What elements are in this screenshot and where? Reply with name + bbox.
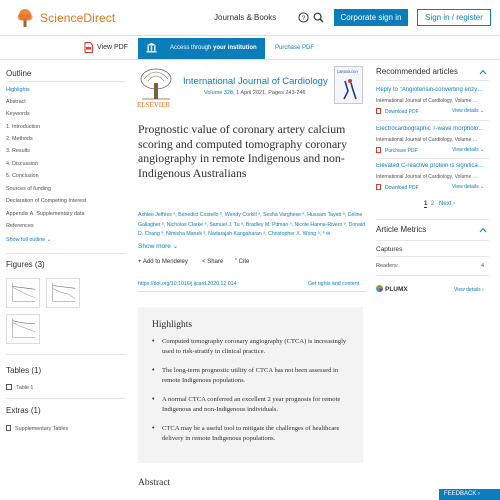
doi-link[interactable]: https://doi.org/10.1016/j.ijcard.2020.12.014	[138, 281, 237, 287]
cite-label: Cite	[238, 259, 250, 265]
chevron-right-icon: ›	[481, 287, 484, 293]
figures-title: Figures (3)	[6, 260, 45, 269]
chevron-down-icon: ⌄	[479, 147, 485, 153]
pdf-icon	[376, 108, 381, 114]
access-institution-label	[170, 45, 257, 51]
next-label: Next	[439, 201, 452, 207]
document-icon	[6, 425, 11, 431]
top-header	[0, 0, 500, 36]
highlight-item: A normal CTCA conferred an excellent 2 year prognosis for remote Indigenous and non-Indigenous individuals.	[162, 396, 341, 413]
divider	[6, 398, 126, 399]
share-button[interactable]	[202, 259, 223, 265]
article-title: Prognostic value of coronary artery calcium scoring and computed tomography coronary angiography in remote Indigenous and non-Indigenous Australians	[138, 122, 348, 180]
divider	[6, 354, 126, 355]
add-to-mendeley-label: Add to Mendeley	[142, 259, 188, 265]
download-pdf-label: Download PDF	[385, 109, 419, 115]
rights-link[interactable]: Get rights and content	[308, 281, 360, 287]
access-prefix: Access through	[170, 45, 214, 51]
show-full-outline-link[interactable]	[6, 237, 51, 243]
divider	[6, 81, 126, 82]
share-icon: <	[202, 259, 206, 265]
outline-item-funding[interactable]: Sources of funding	[6, 186, 51, 192]
corporate-signin-button[interactable]: Corporate sign in	[334, 9, 408, 26]
outline-item-abstract[interactable]: Abstract	[6, 99, 26, 105]
outline-item-highlights[interactable]: Highlights	[6, 87, 30, 93]
tables-title: Tables (1)	[6, 366, 42, 375]
search-icon[interactable]	[313, 12, 324, 23]
divider	[6, 253, 126, 254]
table-label: Table 1	[16, 385, 34, 391]
chevron-down-icon: ⌄	[172, 243, 179, 250]
page-2[interactable]: 2	[430, 201, 435, 207]
outline-item-introduction[interactable]: 1. Introduction	[6, 124, 41, 130]
purchase-pdf-label: Purchase PDF	[385, 148, 418, 154]
outline-item-discussion[interactable]: 4. Discussion	[6, 161, 39, 167]
outline-item-methods[interactable]: 2. Methods	[6, 136, 33, 142]
recommended-article-meta: International Journal of Cardiology, Volume …	[376, 174, 478, 180]
pdf-icon	[376, 147, 381, 153]
view-pdf-link[interactable]: View PDF	[97, 44, 128, 51]
abstract-title: Abstract	[138, 478, 171, 488]
table-link[interactable]	[6, 384, 33, 391]
outline-title: Outline	[6, 69, 32, 78]
bullet: •	[152, 396, 155, 403]
divider	[376, 219, 489, 220]
figure-thumbnail-graphic	[47, 279, 79, 307]
download-pdf-link[interactable]	[376, 184, 419, 191]
purchase-pdf-link[interactable]: Purchase PDF	[275, 45, 315, 51]
outline-item-keywords[interactable]: Keywords	[6, 111, 30, 117]
download-pdf-label: Download PDF	[385, 185, 419, 191]
bullet: •	[152, 367, 155, 374]
show-more-label: Show more	[138, 243, 171, 250]
article-metrics-title: Article Metrics	[376, 225, 427, 234]
show-full-outline-label: Show full outline	[6, 237, 46, 243]
cite-button[interactable]	[235, 259, 249, 265]
pagination	[424, 201, 455, 207]
highlights-title: Highlights	[152, 320, 193, 330]
pdf-icon	[376, 184, 381, 190]
author-list[interactable]: Ashlee Jeffries ᵃ, Benedict Costello ᵇ, Wendy Corkill ᵃ, Sesha Varghese ᵃ, Hussam Tayeb ᵃ, Celine Gallagher ᵃ, Nicholas Clarke ᵃ, Samuel J. Tu ᵃ, Bradley M. Pitman ᵃ, Nicole Hanna-Rivero ᵃ, Donald D. Chang ᵃ, Nimisha Manek ᵃ, Nadarajah Kangaharan ᵃ, Christopher X. Wong ᵃ, ⁸ ✉	[138, 212, 366, 238]
recommended-article-link[interactable]: Electrocardiographic T-wave morpholo…	[376, 126, 485, 132]
bullet: •	[152, 338, 155, 345]
add-to-mendeley-button[interactable]	[138, 259, 188, 265]
article-actions	[138, 259, 366, 271]
figure-thumbnail-graphic	[7, 315, 39, 343]
feedback-button[interactable]	[439, 489, 500, 500]
outline-item-results[interactable]: 3. Results	[6, 148, 30, 154]
view-details-label: View details	[452, 184, 479, 190]
figure-thumbnail[interactable]	[6, 278, 40, 308]
view-details-link[interactable]	[452, 184, 484, 190]
supplementary-label: Supplementary Tables	[15, 426, 69, 432]
captures-heading: Captures	[376, 246, 403, 253]
signin-register-button[interactable]: Sign in / register	[417, 9, 491, 26]
elsevier-tree-icon	[138, 67, 174, 101]
divider	[376, 120, 489, 121]
bullet: •	[152, 425, 155, 432]
journal-name-link[interactable]: International Journal of Cardiology	[183, 76, 328, 87]
pdf-icon	[84, 42, 93, 53]
chevron-up-icon[interactable]	[479, 69, 487, 75]
institution-icon	[146, 42, 157, 53]
svg-text:?: ?	[301, 15, 306, 22]
highlight-item: Computed tomography coronary angiography (CTCA) is increasingly used to risk-stratify in clinical practice.	[162, 338, 347, 355]
plus-icon: +	[138, 259, 142, 265]
journal-cover-image[interactable]	[334, 66, 363, 104]
view-details-label: View details	[452, 108, 479, 114]
page-1[interactable]: 1	[424, 201, 428, 207]
view-details-link[interactable]	[452, 108, 484, 114]
recommended-article-meta: International Journal of Cardiology, Volume …	[376, 137, 478, 143]
publisher-name: ELSEVIER	[137, 101, 171, 109]
view-details-link[interactable]	[454, 287, 484, 293]
plumx-label: PLUMX	[385, 286, 408, 293]
plumx-logo	[376, 285, 408, 293]
quote-icon: ”	[235, 259, 237, 265]
access-strong: your institution	[213, 45, 257, 51]
next-page-link[interactable]	[439, 201, 455, 207]
volume-details: , 1 April 2021, Pages 243-246	[233, 90, 306, 96]
view-details-link[interactable]	[452, 147, 484, 153]
feedback-label: FEEDBACK	[444, 491, 477, 497]
table-icon	[6, 384, 12, 390]
chevron-down-icon: ⌄	[479, 184, 485, 190]
recommended-title: Recommended articles	[376, 67, 458, 76]
recommended-article-link[interactable]: Reply to "Angiotensin-converting enzy…	[376, 87, 484, 93]
share-label: Share	[207, 259, 224, 265]
outline-item-appendix[interactable]: Appendix A. Supplementary data	[6, 211, 85, 217]
article-toolbar	[0, 37, 500, 60]
view-details-label: View details	[452, 147, 479, 153]
view-details-label: View details	[454, 287, 481, 293]
chevron-down-icon: ⌄	[46, 237, 52, 243]
download-pdf-link[interactable]	[376, 108, 419, 115]
chevron-down-icon: ⌄	[479, 108, 485, 114]
divider	[376, 256, 489, 257]
readers-label: Readers:	[376, 263, 399, 269]
outline-item-competing-interest[interactable]: Declaration of Competing Interest	[6, 198, 87, 204]
readers-value: 4	[481, 263, 485, 269]
figure-thumbnail-graphic	[7, 279, 39, 307]
figure-thumbnail[interactable]	[46, 278, 80, 308]
figure-thumbnail[interactable]	[6, 314, 40, 344]
divider	[376, 240, 489, 241]
journals-books-link[interactable]: Journals & Books	[214, 13, 277, 22]
recommended-article-meta: International Journal of Cardiology, Volume …	[376, 98, 478, 104]
highlights-box	[138, 307, 363, 463]
plumx-icon	[376, 285, 383, 292]
elsevier-tree-icon[interactable]	[14, 7, 36, 29]
highlight-item: The long-term prognostic utility of CTCA has not been assessed in remote Indigenous populations.	[162, 367, 339, 384]
outline-item-references[interactable]: References	[6, 223, 34, 229]
chevron-up-icon[interactable]	[479, 227, 487, 233]
show-more-button[interactable]	[138, 242, 178, 250]
feedback-arrow-icon: ›	[478, 491, 481, 497]
highlight-item: CTCA may be a useful tool to mitigate the challenges of healthcare delivery in remote Indigenous populations.	[162, 425, 340, 442]
left-sidebar	[0, 60, 130, 500]
divider	[376, 158, 489, 159]
outline-item-conclusion[interactable]: 5. Conclusion	[6, 173, 39, 179]
cover-art	[339, 77, 361, 101]
extras-title: Extras (1)	[6, 406, 41, 415]
journal-volume-info	[204, 90, 306, 96]
help-icon[interactable]	[298, 12, 309, 23]
supplementary-link[interactable]	[6, 425, 68, 432]
volume-link[interactable]: Volume 328	[204, 90, 234, 96]
divider	[138, 291, 366, 292]
divider	[376, 80, 489, 81]
purchase-pdf-link[interactable]	[376, 147, 418, 154]
chevron-right-icon: ›	[453, 201, 456, 207]
recommended-article-link[interactable]: Elevated C-reactive protein is significa…	[376, 163, 484, 169]
divider	[376, 275, 489, 276]
brand-name[interactable]: ScienceDirect	[40, 11, 116, 25]
cover-title: CARDIOLOGY	[337, 70, 359, 74]
